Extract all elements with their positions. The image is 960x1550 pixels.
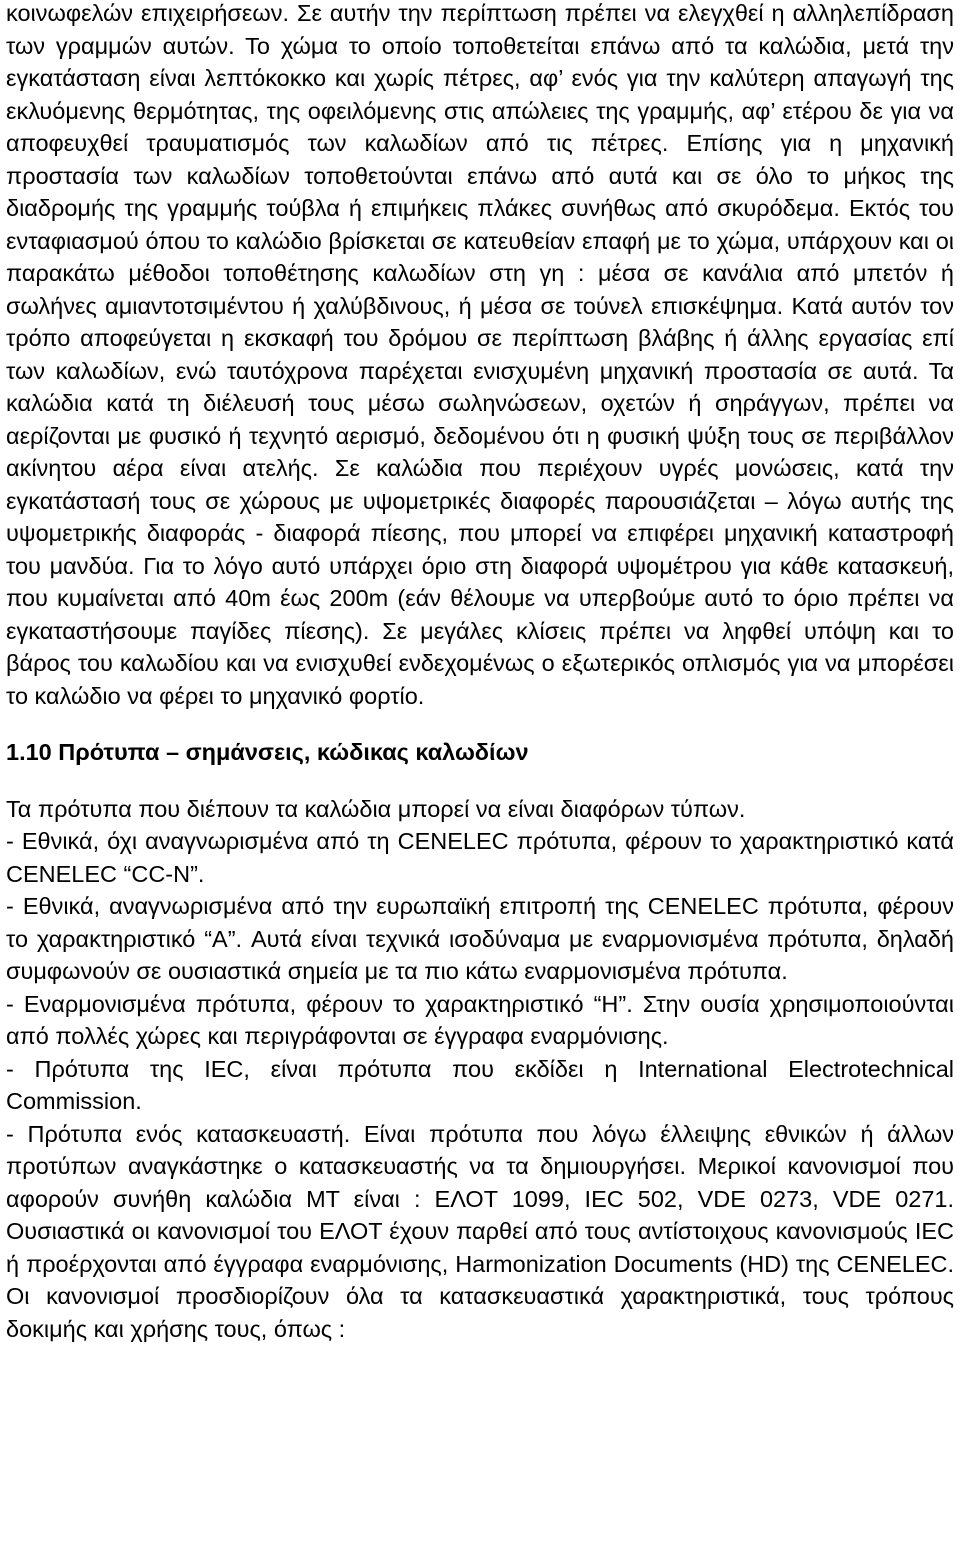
- list-item: - Εθνικά, αναγνωρισμένα από την ευρωπαϊκή επιτροπή της CENELEC πρότυπα, φέρουν το χαρακτηριστικό “A”. Αυτά είναι τεχνικά ισοδύναμα με εναρμονισμένα πρότυπα, δηλαδή συμφωνούν σε ουσιαστικά σημεία με τα πιο κάτω εναρμονισμένα πρότυπα.: [6, 893, 954, 984]
- list-item: - Εναρμονισμένα πρότυπα, φέρουν το χαρακτηριστικό “H”. Στην ουσία χρησιμοποιούνται από πολλές χώρες και περιγράφονται σε έγγραφα εναρμόνισης.: [6, 990, 954, 1049]
- section-intro: Τα πρότυπα που διέπουν τα καλώδια μπορεί να είναι διαφόρων τύπων.: [6, 795, 746, 822]
- list-item: - Πρότυπα ενός κατασκευαστή. Είναι πρότυπα που λόγω έλλειψης εθνικών ή άλλων προτύπων αναγκάστηκε ο κατασκευαστής να τα δημιουργήσει. Μερικοί κανονισμοί που αφορούν συνήθη καλώδια ΜΤ είναι : ΕΛΟΤ 1099, IEC 502, VDE 0273, VDE 0271. Ουσιαστικά οι κανονισμοί του ΕΛΟΤ έχουν παρθεί από τους αντίστοιχους κανονισμούς IEC ή προέρχονται από έγγραφα εναρμόνισης, Harmonization Documents (HD) της CENELEC. Οι κανονισμοί προσδιορίζουν όλα τα κατασκευαστικά χαρακτηριστικά, τους τρόπους δοκιμής και χρήσης τους, όπως :: [6, 1120, 954, 1342]
- list-item: - Εθνικά, όχι αναγνωρισμένα από τη CENELEC πρότυπα, φέρουν το χαρακτηριστικό κατά CENELEC “CC-N”.: [6, 828, 954, 887]
- document-page: [6, 0, 954, 1345]
- body-paragraph: κοινωφελών επιχειρήσεων. Σε αυτήν την περίπτωση πρέπει να ελεγχθεί η αλληλεπίδραση των γραμμών αυτών. Το χώμα το οποίο τοποθετείται επάνω από τα καλώδια, μετά την εγκατάσταση είναι λεπτόκοκκο και χωρίς πέτρες, αφ’ ενός για την καλύτερη απαγωγή της εκλυόμενης θερμότητας, της οφειλόμενης στις απώλειες της γραμμής, αφ’ ετέρου δε για να αποφευχθεί τραυματισμός των καλωδίων από τις πέτρες. Επίσης για η μηχανική προστασία των καλωδίων τοποθετούνται επάνω από αυτά και σε όλο το μήκος της διαδρομής της γραμμής τούβλα ή επιμήκεις πλάκες συνήθως από σκυρόδεμα. Εκτός του ενταφιασμού όπου το καλώδιο βρίσκεται σε κατευθείαν επαφή με το χώμα, υπάρχουν και οι παρακάτω μέθοδοι τοποθέτησης καλωδίων στη γη : μέσα σε κανάλια από μπετόν ή σωλήνες αμιαντοτσιμέντου ή χαλύβδινους, ή μέσα σε τούνελ επισκέψημα. Κατά αυτόν τον τρόπο αποφεύγεται η εκσκαφή του δρόμου σε περίπτωση βλάβης ή άλλης εργασίας επί των καλωδίων, ενώ ταυτόχρονα παρέχεται ενισχυμένη μηχανική προστασία σε αυτά. Τα καλώδια κατά τη διέλευσή τους μέσω σωληνώσεων, οχετών ή σηράγγων, πρέπει να αερίζονται με φυσικό ή τεχνητό αερισμό, δεδομένου ότι η φυσική ψύξη τους σε περιβάλλον ακίνητου αέρα είναι ατελής. Σε καλώδια που περιέχουν υγρές μονώσεις, κατά την εγκατάστασή τους σε χώρους με υψομετρικές διαφορές παρουσιάζεται – λόγω αυτής της υψομετρικής διαφοράς - διαφορά πίεσης, που μπορεί να επιφέρει μηχανική καταστροφή του μανδύα. Για το λόγο αυτό υπάρχει όριο στη διαφορά υψομέτρου για κάθε κατασκευή, που κυμαίνεται από 40m έως 200m (εάν θέλουμε να υπερβούμε αυτό το όριο πρέπει να εγκαταστήσουμε παγίδες πίεσης). Σε μεγάλες κλίσεις πρέπει να ληφθεί υπόψη και το βάρος του καλωδίου και να ενισχυθεί ενδεχομένως ο εξωτερικός οπλισμός για να μπορέσει το καλώδιο να φέρει το μηχανικό φορτίο.: [6, 0, 954, 709]
- section-heading: [6, 736, 954, 769]
- section-title: Πρότυπα – σημάνσεις, κώδικας καλωδίων: [58, 739, 529, 765]
- section-number: 1.10: [6, 739, 52, 765]
- list-item: - Πρότυπα της IEC, είναι πρότυπα που εκδίδει η International Electrotechnical Commission.: [6, 1055, 954, 1114]
